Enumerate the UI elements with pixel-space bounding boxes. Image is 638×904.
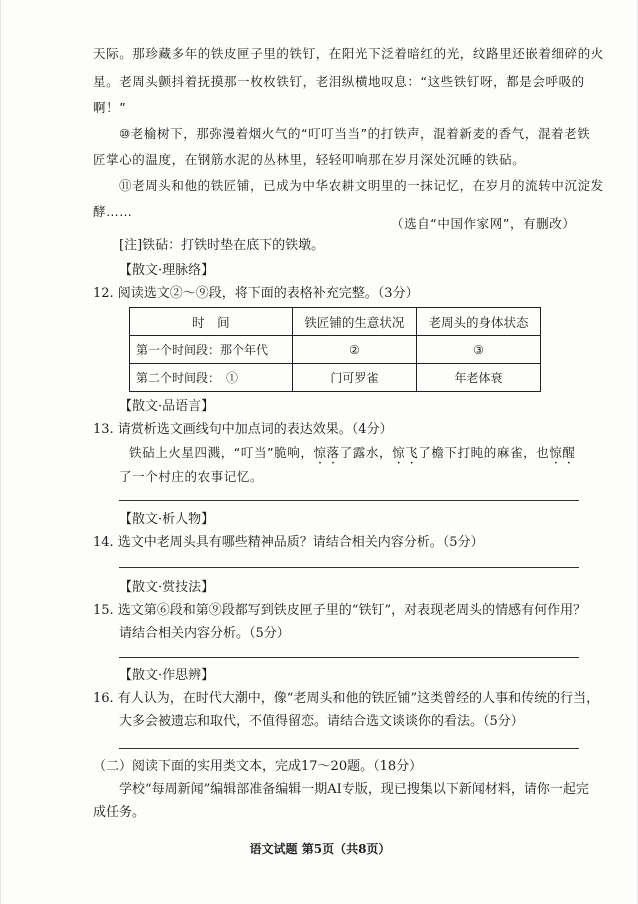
quoted-sentence-line-2: 了一个村庄的农事记忆。 (119, 469, 264, 484)
table-row (130, 364, 541, 392)
section-label-q14: 【散文·析人物】 (119, 512, 215, 527)
question-15-line-2: 请结合相关内容分析。（5分） (119, 626, 290, 641)
question-12: 12. 阅读选文②～⑨段，将下面的表格补充完整。（3分） (93, 286, 419, 301)
passage-line-2: 星。老周头颤抖着抚摸那一枚枚铁钉，老泪纵横地叹息：“这些铁钉呀，都是会呼吸的 (93, 74, 585, 89)
part-2-intro-line-1: 学校“每周新闻”编辑部准备编辑一期AI专版，现已搜集以下新闻材料，请你一起完 (119, 782, 589, 797)
table-row (130, 336, 541, 364)
dotted-word: 惊醒 (549, 445, 576, 460)
table-header: 老周头的身体状态 (416, 308, 540, 336)
part-2-heading: （二）阅读下面的实用类文本，完成17～20题。（18分） (93, 759, 423, 774)
passage-source: （选自“中国作家网”，有删改） (391, 216, 576, 231)
section-label-q15: 【散文·赏技法】 (119, 580, 215, 595)
passage-line-1: 天际。那珍藏多年的铁皮匣子里的铁钉，在阳光下泛着暗红的光，纹路里还嵌着细碎的火 (93, 46, 604, 61)
question-13: 13. 请赏析选文画线句中加点词的表达效果。（4分） (93, 422, 393, 437)
question-15-line-1: 15. 选文第⑥段和第⑨段都写到铁皮匣子里的“铁钉”，对表现老周头的情感有何作用？ (93, 603, 587, 618)
passage-line-3: 啊！” (93, 100, 127, 115)
table-cell: 门可罗雀 (292, 364, 416, 392)
passage-line-5: 匠掌心的温度，在钢筋水泥的丛林里，轻轻叩响那在岁月深处沉睡的铁砧。 (93, 152, 526, 167)
table-header-row (130, 308, 541, 336)
page-footer: 语文试题 第5页（共8页） (249, 842, 391, 856)
passage-line-6: ⑪老周头和他的铁匠铺，已成为中华农耕文明里的一抹记忆，在岁月的流转中沉淀发 (119, 178, 604, 193)
question-14: 14. 选文中老周头具有哪些精神品质？请结合相关内容分析。（5分） (93, 535, 484, 550)
quote-text: 铁砧上火星四溅，“叮当”脆响， (129, 445, 314, 460)
table-header: 时 间 (130, 308, 293, 336)
table-cell: 年老体衰 (416, 364, 540, 392)
section-label-q12: 【散文·理脉络】 (119, 263, 215, 278)
answer-line-q16[interactable] (119, 748, 579, 749)
section-label-q16: 【散文·作思辨】 (119, 668, 215, 683)
dotted-word: 惊落 (313, 445, 340, 460)
passage-note: [注]铁砧：打铁时垫在底下的铁墩。 (119, 238, 325, 253)
passage-line-4: ⑩老榆树下，那弥漫着烟火气的“叮叮当当”的打铁声，混着新麦的香气，混着老铁 (119, 126, 591, 141)
passage-line-7: 酵…… (93, 204, 133, 219)
quoted-sentence-line-1 (129, 444, 575, 467)
section-label-q13: 【散文·品语言】 (119, 399, 215, 414)
table-cell-blank[interactable]: 第二个时间段： ① (130, 364, 293, 392)
answer-line-q14[interactable] (119, 567, 579, 568)
part-2-intro-line-2: 成任务。 (93, 805, 146, 820)
table-header: 铁匠铺的生意状况 (292, 308, 416, 336)
answer-line-q13[interactable] (119, 500, 579, 501)
table-cell-blank[interactable]: ③ (416, 336, 540, 364)
question-16-line-2: 大多会被遗忘和取代，不值得留恋。请结合选文谈谈你的看法。（5分） (119, 714, 524, 729)
answer-line-q15[interactable] (119, 657, 579, 658)
table-cell-blank[interactable]: ② (292, 336, 416, 364)
quote-text: 了露水， (339, 445, 393, 460)
answer-table (129, 307, 541, 392)
question-16-line-1: 16. 有人认为，在时代大潮中，像“老周头和他的铁匠铺”这类曾经的人事和传统的行当， (93, 691, 600, 706)
dotted-word: 惊飞 (392, 445, 419, 460)
table-cell: 第一个时间段：那个年代 (130, 336, 293, 364)
quote-text: 了檐下打盹的麻雀，也 (418, 445, 550, 460)
